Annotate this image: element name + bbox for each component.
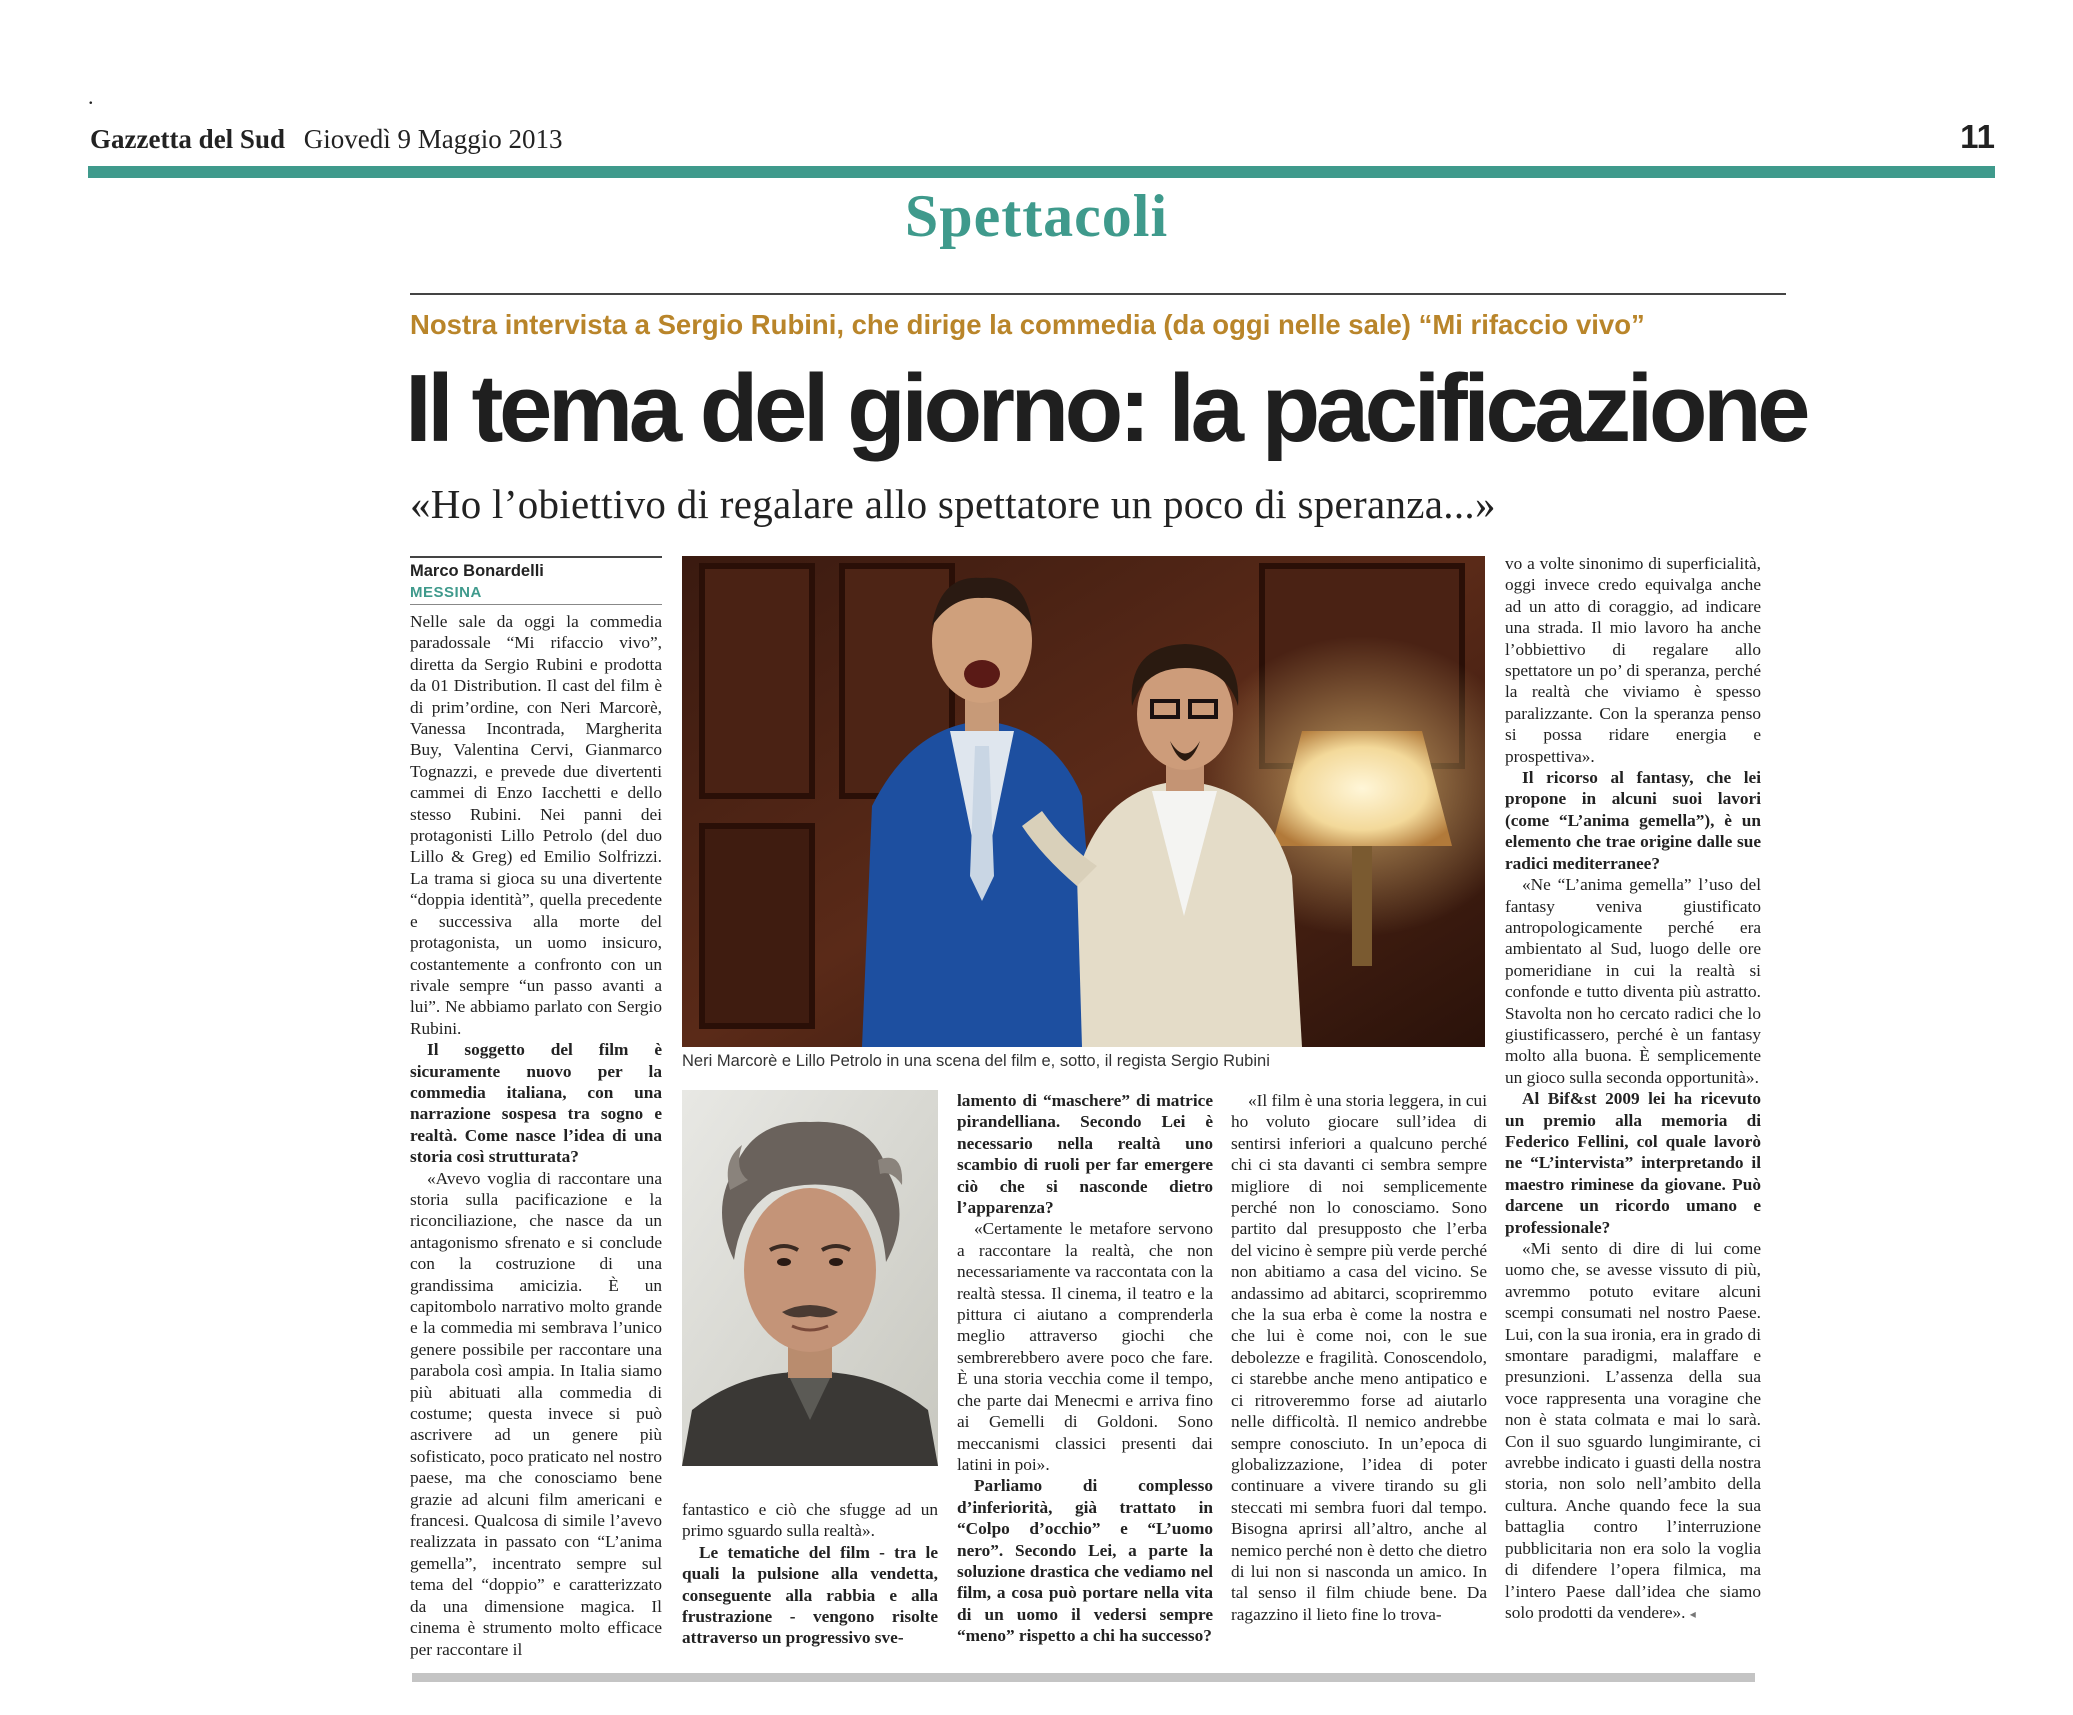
answer-1-continued: fantastico e ciò che sfugge ad un primo sguardo sulla realtà». [682,1500,938,1541]
byline-divider [410,604,662,605]
kicker: Nostra intervista a Sergio Rubini, che dirige la commedia (da oggi nelle sale) “Mi rifaccio vivo” [410,309,1645,340]
question-5: Al Bif&st 2009 lei ha ricevuto un premio alla memoria di Federico Fellini, col quale lavorò ne “L’intervista” interpretando il maestro riminese da giovane. Può darcene un ricordo umano e professionale? [1505,1089,1761,1237]
subheadline: «Ho l’obiettivo di regalare allo spettatore un poco di speranza...» [410,481,1496,527]
masthead [90,124,562,155]
answer-5-text: «Mi sento di dire di lui come uomo che, se avesse vissuto di più, avremmo potuto evitare alcuni scempi consumati nel nostro Paese. Lui, con la sua ironia, era in grado di smontare paradigmi, malaffare e presunzioni. L’assenza della sua voce rappresenta una voragine che non è stata colmata e mai lo sarà. Con il suo sguardo lungimirante, ci avrebbe indicato i guasti della nostra storia, non solo nell’ambito della cultura. Anche quando fece la sua battaglia contro l’interruzione pubblicitaria non era solo la voglia di difendere l’opera filmica, ma l’intero Paese dall’idea che siamo solo prodotti da vendere». [1505,1239,1761,1622]
headline: Il tema del giorno: la pacificazione [405,355,1806,462]
header-rule [88,166,1995,178]
column-1 [410,611,662,1660]
end-of-article-icon: ◂ [1689,1606,1696,1621]
answer-4: «Ne “L’anima gemella” l’uso del fantasy veniva giustificato antropologicamente perché era ambientato al Sud, luogo delle ore pomeridiane in cui la realtà si confonde e tutto diventa più astratto. Stavolta non ho cercato radici che lo giustificassero, perché è un fantasy molto alla buona. È semplicemente un gioco sulla seconda opportunità». [1505,875,1761,1087]
answer-2: «Certamente le metafore servono a raccontare la realtà, che non necessariamente va raccontata con la realtà stessa. Il cinema, il teatro e la pittura ci aiutano a comprenderla meglio attraverso giochi che sembrerebbero avere poco che fare. È una storia vecchia come il tempo, che parte dai Menecmi e arriva fino ai Gemelli di Goldoni. Sono meccanismi classici presenti dai latini in poi». [957,1219,1213,1474]
answer-5 [1505,1238,1761,1625]
issue-date: Giovedì 9 Maggio 2013 [303,124,563,154]
byline-rule [410,556,662,558]
question-2-continued: lamento di “maschere” di matrice pirandelliana. Secondo Lei è necessario nella realtà uno scambio di ruoli per far emergere ciò che si nasconde dietro l’apparenza? [957,1091,1213,1218]
answer-3: «Il film è una storia leggera, in cui ho voluto giocare sull’idea di sentirsi inferiori a qualcuno perché chi ci sta davanti ci sembra sempre migliore di noi semplicemente perché non lo conosciamo. Sono partito dal presupposto che l’erba del vicino è sempre più verde perché non abitiamo a casa del vicino. Se andassimo ad abitarci, scopriremmo che la sua erba è come la nostra e che lui è come noi, con le sue debolezze e fragilità. Conoscendolo, ci starebbe anche meno antipatico e ci ritroveremmo forse ad aiutarlo nelle difficoltà. Il nemico andrebbe sempre conosciuto. In un’epoca di globalizzazione, l’idea di poter continuare a vivere tirando su gli steccati mi sembra fuori dal tempo. Bisogna aprirsi all’altro, anche al nemico perché non è detto che dietro di lui non si nasconda un amico. In tal senso il film chiude bene. Da ragazzino il lieto fine lo trova- [1231,1091,1487,1624]
question-1: Il soggetto del film è sicuramente nuovo per la commedia italiana, con una narrazione sospesa tra sogno e realtà. Come nasce l’idea di una storia così strutturata? [410,1040,662,1167]
column-4 [1231,1090,1487,1625]
column-5 [1505,553,1761,1625]
lead-paragraph: Nelle sale da oggi la commedia paradossale “Mi rifaccio vivo”, diretta da Sergio Rubini e prodotta da 01 Distribution. Il cast del film è di prim’ordine, con Neri Marcorè, Vanessa Incontrada, Margherita Buy, Valentina Cervi, Gianmarco Tognazzi, e prevede due divertenti cammei di Enzo Iacchetti e dello stesso Rubini. Nei panni dei protagonisti Lillo Petrolo (del duo Lillo & Greg) ed Emilio Solfrizzi. La trama si gioca su una divertente “doppia identità”, quella precedente e successiva alla morte del protagonista, un uomo insicuro, costantemente a confronto con un rivale sempre “un passo avanti a lui”. Ne abbiamo parlato con Sergio Rubini. [410,612,662,1038]
film-scene-photo [682,556,1485,1047]
question-3: Parliamo di complesso d’inferiorità, già trattato in “Colpo d’occhio” e “L’uomo nero”. Secondo Lei, a parte la soluzione drastica che vediamo nel film, a cosa può portare nella vita di un uomo il vedersi sempre “meno” rispetto a chi ha successo? [957,1476,1213,1646]
page-number: 11 [1960,118,1995,155]
answer-1: «Avevo voglia di raccontare una storia sulla pacificazione e la riconciliazione, che nasce da un antagonismo sfrenato e si conclude con la costruzione di una grandissima amicizia. È un capitombolo narrativo molto grande e la commedia mi sembrava l’unico genere possibile per raccontare una parabola così ampia. In Italia siamo più abituati alla commedia di costume; questa invece si può ascrivere ad un genere più sofisticato, poco praticato nel nostro paese, ma che conosciamo bene grazie ad alcuni film americani e francesi. Qualcosa di simile l’avevo realizzata in passato con “L’anima gemella”, incentrato sempre sul tema del “doppio” e caratterizzato da una dimensione magica. Il cinema è strumento molto efficace per raccontare il [410,1168,662,1659]
dateline-city: MESSINA [410,584,482,601]
footer-rule [412,1673,1755,1682]
director-portrait [682,1090,938,1466]
column-2 [682,1499,938,1649]
stray-dot: . [88,84,94,109]
section-title: Spettacoli [904,183,1169,249]
author-name: Marco Bonardelli [410,562,544,580]
column-3 [957,1090,1213,1647]
headline-rule [410,293,1786,295]
question-2: Le tematiche del film - tra le quali la pulsione alla vendetta, conseguente alla rabbia e alla frustrazione - vengono risolte attraverso un progressivo sve- [682,1542,938,1648]
photo-caption: Neri Marcorè e Lillo Petrolo in una scena del film e, sotto, il regista Sergio Rubini [682,1052,1270,1070]
question-4: Il ricorso al fantasy, che lei propone in alcuni suoi lavori (come “L’anima gemella”), è un elemento che trae origine dalle sue radici mediterranee? [1505,768,1761,873]
newspaper-name: Gazzetta del Sud [90,124,285,154]
answer-3-continued: vo a volte sinonimo di superficialità, oggi invece credo equivalga anche ad un atto di coraggio, ad indicare una strada. Il mio lavoro ha anche l’obbiettivo di regalare allo spettatore un po’ di speranza, perché la realtà che viviamo è spesso paralizzante. Con la speranza penso si possa ridare energia e prospettiva». [1505,554,1761,766]
